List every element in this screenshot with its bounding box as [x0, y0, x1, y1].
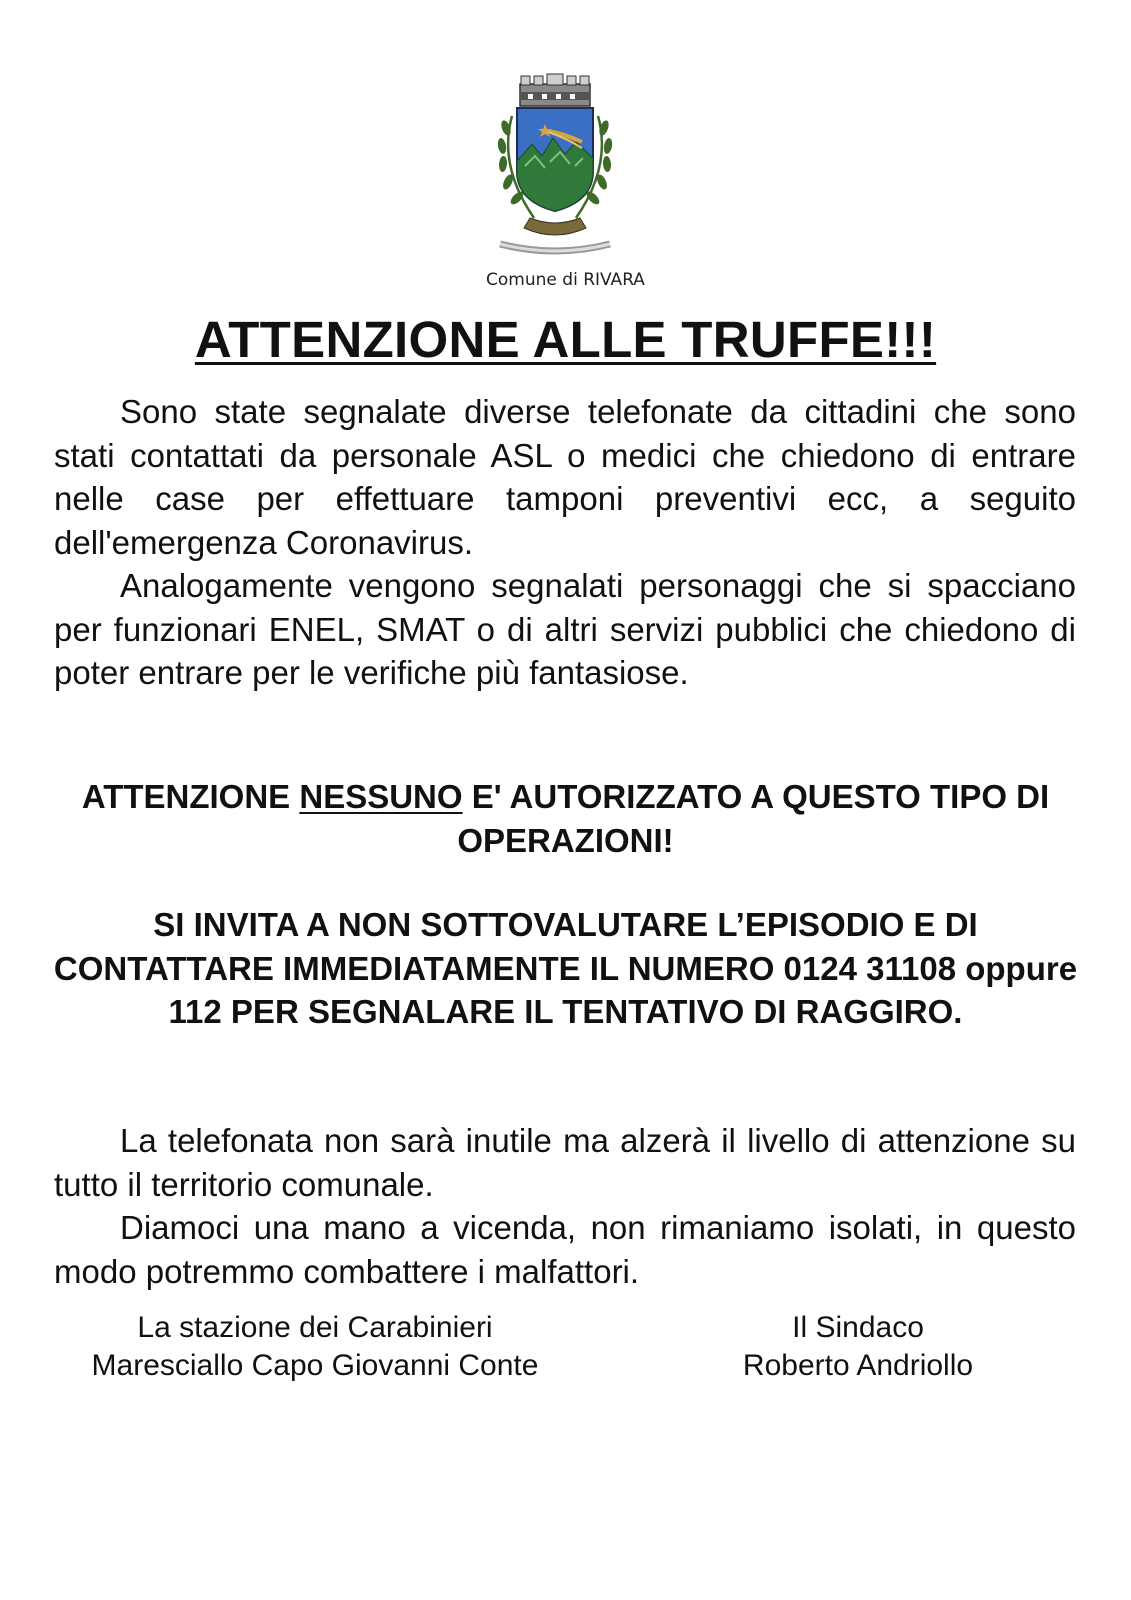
- warning-suffix: E' AUTORIZZATO A QUESTO TIPO DI OPERAZIONI!: [457, 778, 1050, 859]
- shield-icon: [517, 108, 593, 211]
- municipal-crest-icon: [490, 66, 620, 262]
- intro-paragraph-2: Analogamente vengono segnalati personaggi che si spacciano per funzionari ENEL, SMAT o di altri servizi pubblici che chiedono di poter entrare per le verifiche più fantasiose.: [54, 567, 1076, 691]
- notice-title: ATTENZIONE ALLE TRUFFE!!!: [194, 311, 937, 368]
- ribbon-icon: [500, 218, 610, 251]
- mayor-name: Roberto Andriollo: [742, 1349, 974, 1382]
- authorization-warning: [40, 775, 1091, 862]
- contact-invitation: SI INVITA A NON SOTTOVALUTARE L’EPISODIO E DI CONTATTARE IMMEDIATAMENTE IL NUMERO 0124 31108 oppure 112 PER SEGNALARE IL TENTATIVO DI RAGGIRO.: [53, 906, 1078, 1030]
- municipality-name: Comune di RIVARA: [486, 270, 645, 290]
- crown-icon: [520, 74, 590, 106]
- carabinieri-officer: Maresciallo Capo Giovanni Conte: [91, 1349, 539, 1382]
- intro-paragraph-1: Sono state segnalate diverse telefonate da cittadini che sono stati contattati da personale ASL o medici che chiedono di entrare nelle case per effettuare tamponi preventivi ecc, a seguito dell'emergenza Coronavirus.: [54, 393, 1076, 561]
- mayor-signature: [700, 1309, 1016, 1385]
- closing-section: [54, 1119, 1076, 1293]
- closing-paragraph-1: La telefonata non sarà inutile ma alzerà il livello di attenzione su tutto il territorio comunale.: [54, 1122, 1076, 1203]
- carabinieri-station: La stazione dei Carabinieri: [137, 1311, 493, 1344]
- carabinieri-signature: [55, 1309, 575, 1385]
- warning-emphasis: NESSUNO: [299, 778, 463, 815]
- intro-section: [54, 390, 1076, 695]
- mayor-role: Il Sindaco: [792, 1311, 924, 1344]
- closing-paragraph-2: Diamoci una mano a vicenda, non rimaniamo isolati, in questo modo potremmo combattere i malfattori.: [54, 1209, 1076, 1290]
- warning-prefix: ATTENZIONE: [81, 778, 300, 815]
